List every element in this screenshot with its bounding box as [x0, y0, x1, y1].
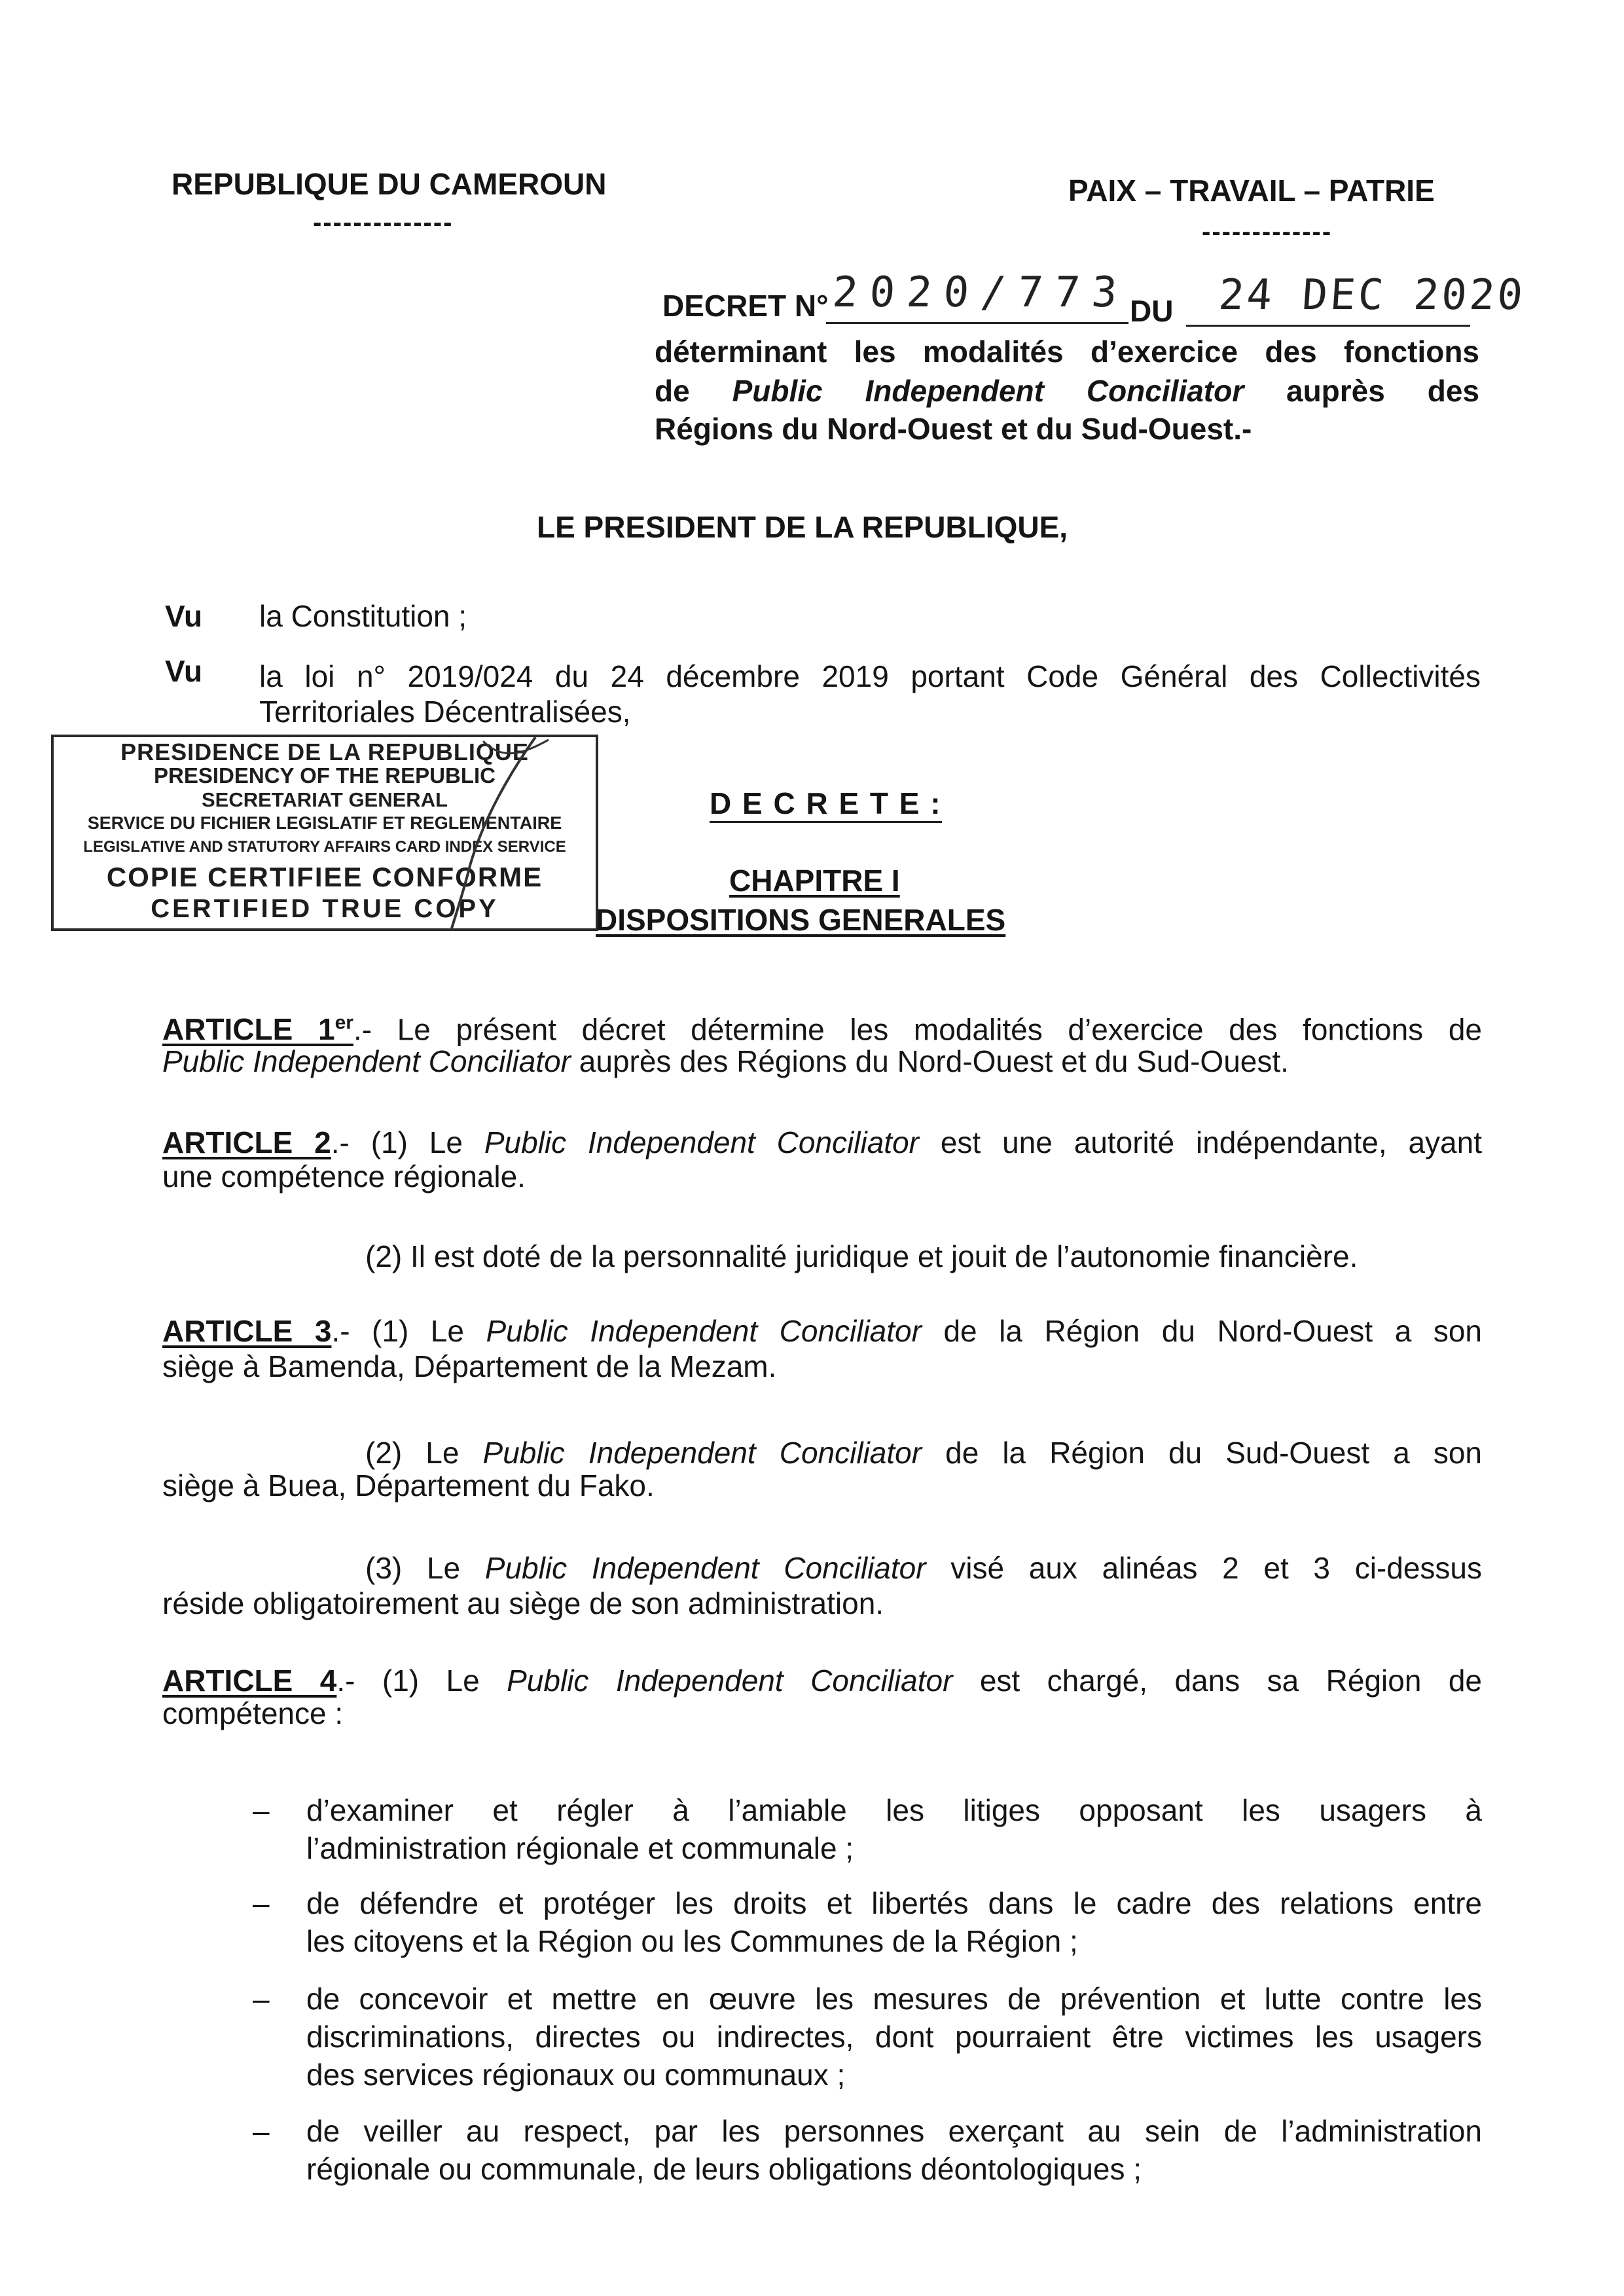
article-3-para3-line2: réside obligatoirement au siège de son administration.: [162, 1586, 884, 1620]
stamp-line-service-en: LEGISLATIVE AND STATUTORY AFFAIRS CARD INDEX SERVICE: [83, 838, 566, 856]
article-1-rest: auprès des Régions du Nord-Ouest et du Sud-Ouest.: [570, 1044, 1289, 1078]
decree-title-italic: Public Independent Conciliator: [732, 374, 1244, 408]
decree-number-underline: [826, 322, 1128, 324]
decree-du-label: DU: [1130, 294, 1174, 328]
article-2-line1: ARTICLE 2.- (1) Le Public Independent Conciliator est une autorité indépendante, ayant: [162, 1125, 1482, 1159]
bullet-4-line1: de veiller au respect, par les personnes exerçant au sein de l’administration: [306, 2114, 1482, 2148]
stamp-line-presidency: PRESIDENCY OF THE REPUBLIC: [154, 763, 496, 788]
vu-label-1: Vu: [165, 599, 203, 633]
stamp-line-service-fr: SERVICE DU FICHIER LEGISLATIF ET REGLEMENTAIRE: [87, 813, 562, 833]
list-item: [253, 2112, 1482, 2191]
president-heading: LE PRESIDENT DE LA REPUBLIQUE,: [537, 510, 1068, 544]
decree-date-underline: [1186, 325, 1470, 327]
bullet-3-line1: de concevoir et mettre en œuvre les mesures de prévention et lutte contre les: [306, 1982, 1482, 2016]
decree-title-de: de: [655, 374, 690, 408]
decree-title-aupres: auprès des: [1286, 374, 1480, 408]
header-left-rule: --------------: [313, 208, 454, 237]
stamp-line-secretariat: SECRETARIAT GENERAL: [201, 788, 448, 811]
vu-text-1: la Constitution ;: [259, 599, 467, 633]
decree-title-line1: déterminant les modalités d’exercice des fonctions: [655, 335, 1479, 369]
bullet-4-line2: régionale ou communale, de leurs obligations déontologiques ;: [306, 2152, 1142, 2186]
certified-copy-stamp: [51, 735, 598, 931]
bullet-dash-icon: –: [253, 1886, 270, 1920]
bullet-dash-icon: –: [253, 2114, 270, 2148]
article-1-heading: ARTICLE 1er: [162, 1012, 353, 1047]
bullet-1-line1: d’examiner et régler à l’amiable les litiges opposant les usagers à: [306, 1793, 1482, 1827]
article-3-para2-line1: (2) Le Public Independent Conciliator de la Région du Sud-Ouest a son: [365, 1436, 1483, 1470]
article-4-line2: compétence :: [162, 1696, 344, 1730]
article-3-heading: ARTICLE 3: [162, 1314, 332, 1348]
bullet-dash-icon: –: [253, 1793, 270, 1827]
article-2-line2: une compétence régionale.: [162, 1159, 526, 1194]
list-item: [253, 1791, 1482, 1870]
article-3-para2-line2: siège à Buea, Département du Fako.: [162, 1468, 655, 1503]
bullet-dash-icon: –: [253, 1982, 270, 2016]
article-1-italic: Public Independent Conciliator: [162, 1044, 571, 1078]
chapter-title: [729, 862, 900, 900]
bullet-1-line2: l’administration régionale et communale ;: [306, 1831, 854, 1865]
stamp-line-copie: COPIE CERTIFIEE CONFORME: [106, 862, 543, 892]
decree-date: 24 DEC 2020: [1217, 271, 1527, 319]
stamp-line-presidence: PRESIDENCE DE LA REPUBLIQUE: [120, 738, 529, 765]
chapter-subtitle: [596, 901, 1005, 939]
article-3-line2: siège à Bamenda, Département de la Mezam.: [162, 1349, 777, 1383]
decree-label: DECRET N°: [662, 289, 829, 323]
decrete-heading: [710, 786, 942, 823]
header-right-rule: -------------: [1202, 217, 1333, 246]
list-item: [253, 1884, 1482, 1963]
vu-text-2-line2: Territoriales Décentralisées,: [259, 695, 631, 729]
chapter-subtitle-text: DISPOSITIONS GENERALES: [596, 903, 1006, 937]
article-3-para3-line1: (3) Le Public Independent Conciliator visé aux alinéas 2 et 3 ci-dessus: [365, 1551, 1482, 1585]
header-left: REPUBLIQUE DU CAMEROUN: [171, 167, 607, 201]
article-4-line1: ARTICLE 4.- (1) Le Public Independent Conciliator est chargé, dans sa Région de: [162, 1664, 1483, 1698]
chapter-title-text: CHAPITRE I: [729, 864, 900, 898]
decree-title-line3: Régions du Nord-Ouest et du Sud-Ouest.-: [655, 412, 1252, 446]
header-right: PAIX – TRAVAIL – PATRIE: [1068, 173, 1435, 208]
article-2-para2: (2) Il est doté de la personnalité juridique et jouit de l’autonomie financière.: [365, 1239, 1358, 1273]
article-1-line2: [162, 1042, 1289, 1080]
stamp-signature-icon: [51, 735, 598, 931]
article-4-heading: ARTICLE 4: [162, 1664, 337, 1698]
vu-label-2: Vu: [165, 654, 203, 688]
decree-title-line2: [655, 372, 1479, 410]
stamp-line-certified: CERTIFIED TRUE COPY: [151, 894, 499, 923]
vu-text-2-line1: la loi n° 2019/024 du 24 décembre 2019 portant Code Général des Collectivités: [259, 659, 1481, 693]
bullet-3-line2: discriminations, directes ou indirectes, dont pourraient être victimes les usagers: [306, 2020, 1482, 2054]
decree-number: 2020/773: [831, 268, 1130, 317]
list-item: [253, 1980, 1482, 2098]
bullet-3-line3: des services régionaux ou communaux ;: [306, 2058, 846, 2092]
article-1-text: .- Le présent décret détermine les modalités d’exercice des fonctions de: [353, 1012, 1482, 1047]
article-2-heading: ARTICLE 2: [162, 1125, 331, 1159]
article-3-line1: ARTICLE 3.- (1) Le Public Independent Conciliator de la Région du Nord-Ouest a son: [162, 1314, 1483, 1348]
bullet-2-line2: les citoyens et la Région ou les Communes de la Région ;: [306, 1924, 1078, 1958]
decrete-text: D E C R E T E :: [710, 786, 942, 820]
bullet-2-line1: de défendre et protéger les droits et libertés dans le cadre des relations entre: [306, 1886, 1482, 1920]
